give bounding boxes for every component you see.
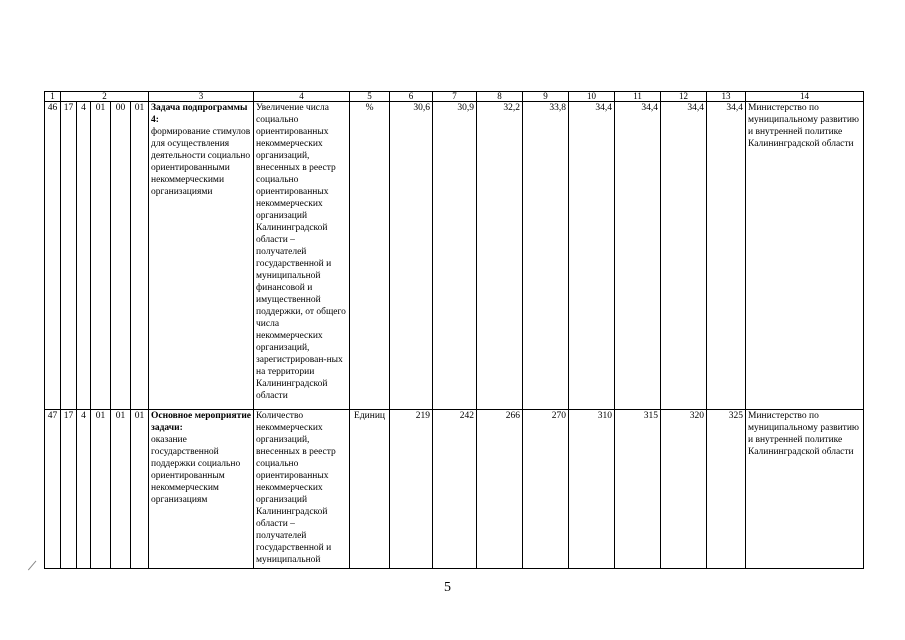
page-number: 5 — [444, 580, 451, 595]
header-cell: 13 — [707, 92, 746, 102]
value-cell: 34,4 — [569, 102, 615, 410]
header-cell: 9 — [523, 92, 569, 102]
responsible-cell: Министерство по муниципальному развитию и внутренней политике Калининградской области — [746, 410, 864, 569]
header-cell: 12 — [661, 92, 707, 102]
header-cell: 3 — [149, 92, 254, 102]
header-cell: 10 — [569, 92, 615, 102]
value-cell: 266 — [477, 410, 523, 569]
code-cell: 17 — [61, 102, 77, 410]
value-cell: 33,8 — [523, 102, 569, 410]
header-cell: 7 — [433, 92, 477, 102]
indicator-cell: Количество некоммерческих организаций, внесенных в реестр социально ориентированных некоммерческих организаций Калининградской области – получателей государственной и муниципальной — [254, 410, 350, 569]
task-text: оказание государственной поддержки социально ориентированным некоммерческим организациям — [151, 435, 241, 505]
code-cell: 00 — [111, 102, 131, 410]
indicator-cell: Увеличение числа социально ориентированных некоммерческих организаций, внесенных в реестр социально ориентированных некоммерческих организаций Калининградской области – получателей государственной и муниципальной финансовой и имущественной поддержки, от общего числа некоммерческих организаций, зарегистрирован-ных на территории Калининградской области — [254, 102, 350, 410]
row-number: 46 — [45, 102, 61, 410]
value-cell: 34,4 — [707, 102, 746, 410]
value-cell: 325 — [707, 410, 746, 569]
task-cell — [149, 102, 254, 410]
code-cell: 01 — [131, 102, 149, 410]
code-cell: 17 — [61, 410, 77, 569]
code-cell: 01 — [91, 102, 111, 410]
code-cell: 01 — [91, 410, 111, 569]
value-cell: 34,4 — [661, 102, 707, 410]
program-table — [44, 91, 864, 569]
value-cell: 219 — [390, 410, 433, 569]
value-cell: 315 — [615, 410, 661, 569]
code-cell: 01 — [111, 410, 131, 569]
task-title: Основное мероприятие задачи: — [151, 411, 252, 433]
header-cell: 4 — [254, 92, 350, 102]
value-cell: 320 — [661, 410, 707, 569]
header-cell: 6 — [390, 92, 433, 102]
table-row — [45, 102, 864, 410]
header-cell: 2 — [61, 92, 149, 102]
task-text: формирование стимулов для осуществления деятельности социально ориентированными некоммерческими организациями — [151, 127, 251, 197]
header-cell: 5 — [350, 92, 390, 102]
table-row — [45, 410, 864, 569]
code-cell: 4 — [77, 410, 91, 569]
value-cell: 34,4 — [615, 102, 661, 410]
responsible-cell: Министерство по муниципальному развитию и внутренней политике Калининградской области — [746, 102, 864, 410]
value-cell: 30,6 — [390, 102, 433, 410]
unit-cell: % — [350, 102, 390, 410]
header-row — [45, 92, 864, 102]
task-cell — [149, 410, 254, 569]
unit-cell: Единиц — [350, 410, 390, 569]
header-cell: 8 — [477, 92, 523, 102]
value-cell: 32,2 — [477, 102, 523, 410]
header-cell: 11 — [615, 92, 661, 102]
row-number: 47 — [45, 410, 61, 569]
header-cell: 14 — [746, 92, 864, 102]
code-cell: 01 — [131, 410, 149, 569]
value-cell: 310 — [569, 410, 615, 569]
header-cell: 1 — [45, 92, 61, 102]
value-cell: 30,9 — [433, 102, 477, 410]
value-cell: 270 — [523, 410, 569, 569]
task-title: Задача подпрограммы 4: — [151, 103, 248, 125]
code-cell: 4 — [77, 102, 91, 410]
value-cell: 242 — [433, 410, 477, 569]
